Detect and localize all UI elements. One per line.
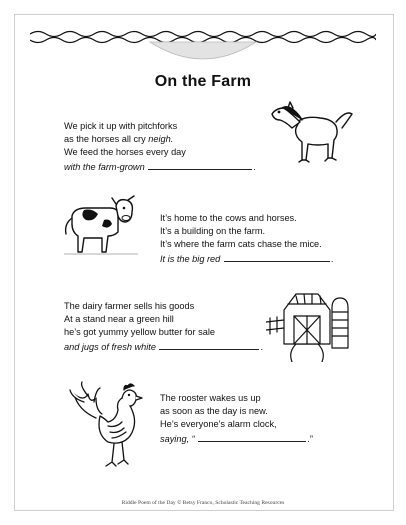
poem-line: he’s got yummy yellow butter for sale [64, 327, 215, 338]
poem-2 [160, 212, 333, 266]
answer-blank[interactable] [224, 252, 330, 262]
barn-icon [266, 282, 366, 362]
poem-line: It is the big red . [160, 253, 334, 264]
poem-line: He’s everyone’s alarm clock, [160, 419, 277, 430]
poem-line: We feed the horses every day [64, 147, 186, 158]
poem-line: We pick it up with pitchforks [64, 121, 178, 131]
poem-line: with the farm-grown . [64, 161, 256, 172]
poem-line: and jugs of fresh white . [64, 341, 264, 352]
poem-line: It’s where the farm cats chase the mice. [160, 239, 322, 250]
poem-line: It’s home to the cows and horses. [160, 213, 297, 223]
rooster-icon [66, 380, 156, 472]
poem-line: The rooster wakes us up [160, 393, 261, 403]
answer-blank[interactable] [148, 160, 252, 170]
poem-4 [160, 392, 313, 446]
poem-line: The dairy farmer sells his goods [64, 301, 195, 311]
page-title: On the Farm [154, 73, 252, 90]
answer-blank[interactable] [198, 432, 306, 442]
poem-line: At a stand near a green hill [64, 314, 174, 325]
poem-1 [64, 120, 256, 174]
poem-line: saying, “ .” [160, 433, 313, 444]
poem-3 [64, 300, 263, 354]
poem-line: as soon as the day is new. [160, 406, 268, 417]
poem-line: as the horses all cry neigh. [64, 134, 174, 145]
poem-line: It’s a building on the farm. [160, 226, 266, 237]
cow-icon [58, 194, 140, 260]
horse-icon [262, 100, 358, 168]
page-footer: Riddle Poem of the Day © Betsy Franco, Scholastic Teaching Resources [121, 500, 285, 506]
answer-blank[interactable] [159, 340, 259, 350]
